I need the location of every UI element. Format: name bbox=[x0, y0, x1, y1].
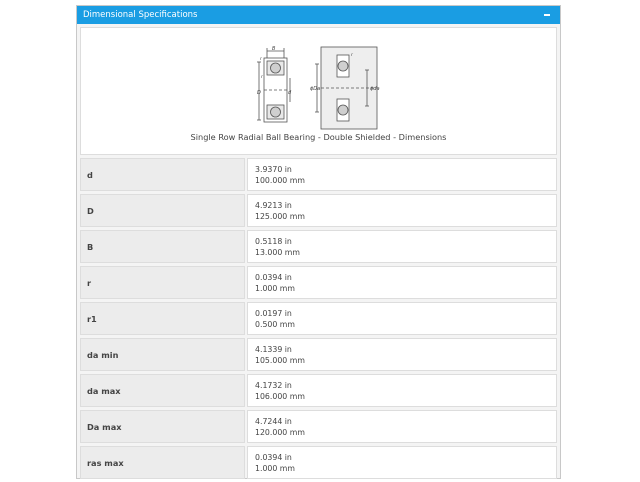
dim-label-r-side: r bbox=[261, 75, 263, 80]
spec-value-in: 0.0394 in bbox=[255, 273, 292, 282]
spec-value-mm: 1.000 mm bbox=[255, 283, 295, 293]
dimensional-specifications-panel bbox=[76, 5, 561, 479]
panel-title: Dimensional Specifications bbox=[83, 10, 198, 20]
table-row bbox=[80, 230, 557, 263]
spec-value bbox=[247, 302, 557, 335]
spec-value-in: 0.0394 in bbox=[255, 453, 292, 462]
dim-label-r-top: r bbox=[260, 57, 262, 62]
spec-label: r bbox=[80, 266, 245, 299]
spec-value-mm: 125.000 mm bbox=[255, 211, 305, 221]
spec-value-in: 4.1732 in bbox=[255, 381, 292, 390]
spec-label: da min bbox=[80, 338, 245, 371]
spec-value-in: 0.5118 in bbox=[255, 237, 292, 246]
spec-value-in: 0.0197 in bbox=[255, 309, 292, 318]
spec-value-mm: 120.000 mm bbox=[255, 427, 305, 437]
table-row bbox=[80, 266, 557, 299]
mounting-section-right bbox=[315, 47, 377, 129]
spec-value-mm: 105.000 mm bbox=[255, 355, 305, 365]
table-row bbox=[80, 446, 557, 479]
spec-value-mm: 1.000 mm bbox=[255, 463, 295, 473]
spec-value-in: 4.1339 in bbox=[255, 345, 292, 354]
spec-label: r1 bbox=[80, 302, 245, 335]
minus-icon[interactable] bbox=[542, 6, 554, 24]
spec-value bbox=[247, 446, 557, 479]
spec-value bbox=[247, 194, 557, 227]
table-row bbox=[80, 374, 557, 407]
spec-label: Da max bbox=[80, 410, 245, 443]
spec-label: d bbox=[80, 158, 245, 191]
dim-label-B: B bbox=[272, 46, 276, 52]
spec-value-in: 3.9370 in bbox=[255, 165, 292, 174]
table-row bbox=[80, 194, 557, 227]
spec-table bbox=[80, 158, 557, 482]
spec-value bbox=[247, 158, 557, 191]
spec-value-mm: 13.000 mm bbox=[255, 247, 300, 257]
spec-value bbox=[247, 230, 557, 263]
dim-label-da: ϕda bbox=[370, 86, 380, 92]
dim-label-r-right: r bbox=[351, 53, 353, 58]
table-row bbox=[80, 338, 557, 371]
spec-value bbox=[247, 266, 557, 299]
table-row bbox=[80, 410, 557, 443]
spec-value-mm: 100.000 mm bbox=[255, 175, 305, 185]
dim-label-d: d bbox=[288, 90, 292, 96]
spec-value-mm: 0.500 mm bbox=[255, 319, 295, 329]
spec-value-in: 4.9213 in bbox=[255, 201, 292, 210]
bearing-section-left bbox=[257, 48, 290, 122]
spec-label: B bbox=[80, 230, 245, 263]
spec-label: D bbox=[80, 194, 245, 227]
spec-label: da max bbox=[80, 374, 245, 407]
spec-value-mm: 106.000 mm bbox=[255, 391, 305, 401]
table-row bbox=[80, 158, 557, 191]
spec-value-in: 4.7244 in bbox=[255, 417, 292, 426]
dim-label-D: D bbox=[257, 90, 261, 96]
spec-label: ras max bbox=[80, 446, 245, 479]
bearing-diagram bbox=[80, 27, 557, 155]
diagram-caption: Single Row Radial Ball Bearing - Double Shielded - Dimensions bbox=[190, 132, 447, 142]
table-row bbox=[80, 302, 557, 335]
spec-value bbox=[247, 410, 557, 443]
spec-value bbox=[247, 374, 557, 407]
panel-header[interactable] bbox=[77, 6, 560, 24]
dim-label-Da: ϕDa bbox=[310, 86, 321, 92]
spec-value bbox=[247, 338, 557, 371]
